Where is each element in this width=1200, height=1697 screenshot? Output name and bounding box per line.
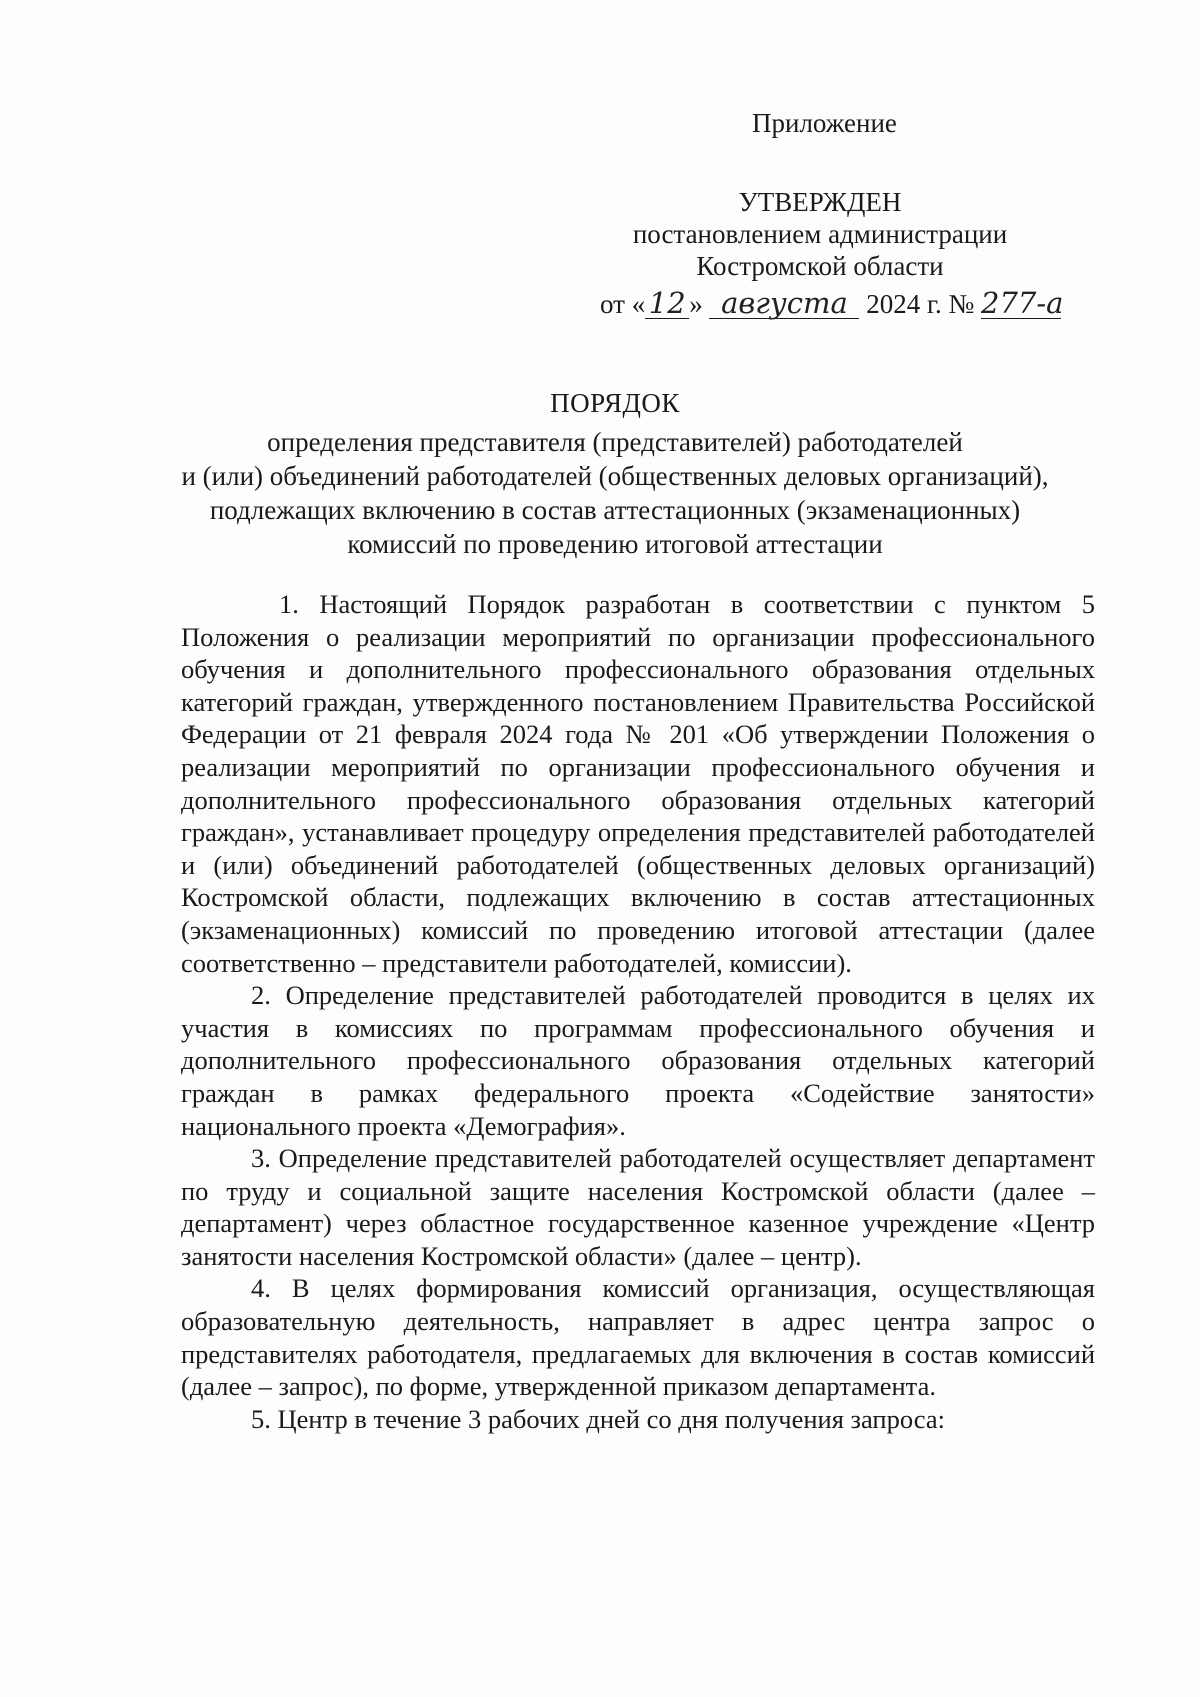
decree-date-line (600, 286, 1064, 320)
appendix-label: Приложение (752, 108, 897, 138)
title-line: определения представителя (представителей) работодателей (267, 427, 963, 457)
approved-by-line-1: постановлением администрации (632, 219, 1008, 249)
date-year: 2024 г. № (866, 289, 975, 319)
title-heading: ПОРЯДОК (550, 388, 680, 418)
title-line: подлежащих включению в состав аттестационных (экзаменационных) (209, 495, 1021, 525)
date-prefix: от « (600, 289, 646, 319)
paragraph-2: 2. Определение представителей работодателей проводится в целях их участия в комиссиях по программам профессионального обучения и дополнительного профессионального образования отдельных категорий граждан в рамках федерального проекта «Содействие занятости» национального проекта «Демография». (181, 980, 1095, 1141)
paragraph-3: 3. Определение представителей работодателей осуществляет департамент по труду и социальной защите населения Костромской области (далее – департамент) через областное государственное казенное учреждение «Центр занятости населения Костромской области» (далее – центр). (181, 1143, 1095, 1271)
title-line: и (или) объединений работодателей (общественных деловых организаций), (181, 461, 1049, 491)
date-day-handwritten: 12 (645, 288, 689, 319)
date-mid: » (689, 289, 703, 319)
document-title (150, 388, 1080, 561)
date-month-handwritten: августа (709, 288, 859, 319)
paragraph-5: 5. Центр в течение 3 рабочих дней со дня получения запроса: (251, 1403, 945, 1434)
document-body (181, 588, 1095, 1435)
title-line: комиссий по проведению итоговой аттестации (347, 529, 883, 559)
paragraph-4: 4. В целях формирования комиссий организация, осуществляющая образовательную деятельность, направляет в адрес центра запрос о представителях работодателя, предлагаемых для включения в состав комиссий (далее – запрос), по форме, утвержденной приказом департамента. (181, 1273, 1095, 1402)
doc-number-handwritten: 277-а (981, 286, 1064, 320)
approval-stamp (560, 186, 1080, 282)
approved-label: УТВЕРЖДЕН (738, 187, 902, 217)
approved-by-line-2: Костромской области (696, 251, 944, 281)
paragraph-1: 1. Настоящий Порядок разработан в соответствии с пунктом 5 Положения о реализации мероприятий по организации профессионального обучения и дополнительного профессионального образования отдельных категорий граждан, утвержденного постановлением Правительства Российской Федерации от 21 февраля 2024 года № 201 «Об утверждении Положения о реализации мероприятий по организации профессионального обучения и дополнительного профессионального образования отдельных категорий граждан», устанавливает процедуру определения представителей работодателей и (или) объединений работодателей (общественных деловых организаций) Костромской области, подлежащих включению в состав аттестационных (экзаменационных) комиссий по проведению итоговой аттестации (далее соответственно – представители работодателей, комиссии). (181, 589, 1095, 978)
